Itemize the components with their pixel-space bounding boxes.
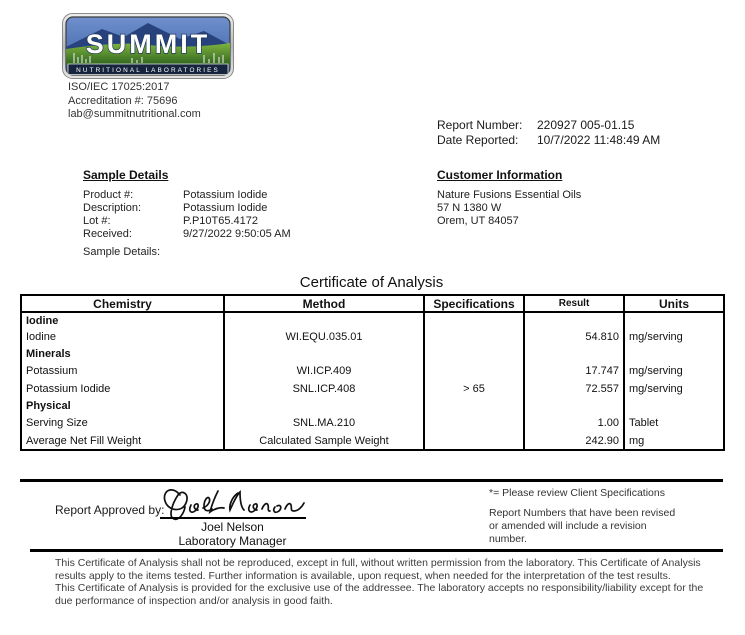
method-code: SNL.MA.210 — [224, 414, 424, 432]
date-reported-label: Date Reported: — [437, 133, 519, 147]
units-value: Tablet — [624, 414, 724, 432]
result-row — [21, 432, 724, 450]
sample-field-row — [83, 215, 383, 228]
specification-value — [424, 432, 524, 450]
result-row — [21, 380, 724, 398]
logo-tagline: NUTRITIONAL LABORATORIES — [76, 67, 220, 74]
units-value: mg/serving — [624, 380, 724, 398]
col-header-result: Result — [524, 295, 624, 312]
customer-address-line2: Orem, UT 84057 — [437, 215, 519, 227]
sample-field-row — [83, 228, 383, 241]
result-row — [21, 362, 724, 380]
result-value: 1.00 — [524, 414, 624, 432]
revision-note: Report Numbers that have been revised or amended will include a revision number. — [489, 507, 676, 545]
result-value: 242.90 — [524, 432, 624, 450]
category-row: Physical — [21, 398, 724, 414]
received-value: 9/27/2022 9:50:05 AM — [183, 228, 291, 240]
analyte-name: Serving Size — [21, 414, 224, 432]
result-row — [21, 328, 724, 346]
certificate-title: Certificate of Analysis — [299, 274, 444, 291]
description-value: Potassium Iodide — [183, 202, 268, 214]
result-row — [21, 414, 724, 432]
lot-number-label: Lot #: — [83, 215, 111, 227]
product-number-value: Potassium Iodide — [183, 189, 268, 201]
customer-info-title: Customer Information — [437, 168, 563, 182]
signature-glyph — [158, 483, 308, 521]
signature-line — [160, 517, 306, 519]
table-header-row — [21, 295, 724, 312]
result-value: 72.557 — [524, 380, 624, 398]
lab-credentials — [68, 81, 201, 122]
logo-brand: SUMMIT — [85, 29, 211, 59]
analyte-name: Potassium — [21, 362, 224, 380]
sample-details-extra-label: Sample Details: — [83, 246, 161, 258]
analyte-name: Potassium Iodide — [21, 380, 224, 398]
specification-value — [424, 328, 524, 346]
sample-field-row — [83, 202, 383, 215]
sample-details-section — [83, 168, 383, 241]
disclaimer-paragraph-2: This Certificate of Analysis is provided for the exclusive use of the addressee. The laboratory accepts no responsibility/liability except for the due performance of inspection and/or analysis in good faith. — [55, 582, 704, 607]
description-label: Description: — [83, 202, 142, 214]
lab-email: lab@summitnutritional.com — [68, 108, 201, 120]
col-header-specifications: Specifications — [424, 295, 524, 312]
divider-line-bottom — [30, 549, 723, 552]
sample-field-row — [83, 189, 383, 202]
summit-logo — [62, 13, 234, 79]
units-value: mg/serving — [624, 362, 724, 380]
sample-details-title: Sample Details — [83, 168, 169, 182]
disclaimer-section — [55, 557, 710, 607]
col-header-method: Method — [224, 295, 424, 312]
analyte-name: Average Net Fill Weight — [21, 432, 224, 450]
method-code: WI.ICP.409 — [224, 362, 424, 380]
specification-value: > 65 — [424, 380, 524, 398]
col-header-chemistry: Chemistry — [21, 295, 224, 312]
customer-name: Nature Fusions Essential Oils — [437, 189, 582, 201]
specification-value — [424, 414, 524, 432]
accreditation-line: Accreditation #: 75696 — [68, 94, 178, 107]
report-number-value: 220927 005-01.15 — [537, 118, 635, 132]
method-code: WI.EQU.035.01 — [224, 328, 424, 346]
signer-title: Laboratory Manager — [178, 534, 287, 548]
disclaimer-paragraph-1: This Certificate of Analysis shall not be reproduced, except in full, without written permission from the laboratory. This Certificate of Analysis results apply to the items tested. Further information is available, upon request, when needed for the interpretation of the test results. — [55, 557, 701, 582]
signer-name: Joel Nelson — [201, 520, 264, 534]
report-approved-by-label: Report Approved by: — [55, 503, 165, 517]
report-info — [437, 118, 660, 148]
iso-line: ISO/IEC 17025:2017 — [68, 81, 170, 93]
units-value: mg — [624, 432, 724, 450]
notes-section — [489, 487, 709, 546]
report-number-label: Report Number: — [437, 118, 523, 132]
signature-image — [158, 483, 308, 521]
category-row: Iodine — [21, 312, 724, 328]
customer-address-line1: 57 N 1380 W — [437, 202, 502, 214]
result-value: 17.747 — [524, 362, 624, 380]
result-value: 54.810 — [524, 328, 624, 346]
analyte-name: Iodine — [21, 328, 224, 346]
client-spec-note: *= Please review Client Specifications — [489, 487, 665, 499]
lot-number-value: P.P10T65.4172 — [183, 215, 259, 227]
specification-value — [424, 362, 524, 380]
summit-logo-graphic — [62, 13, 234, 79]
received-label: Received: — [83, 228, 132, 240]
col-header-units: Units — [624, 295, 724, 312]
divider-line-top — [20, 479, 723, 482]
method-code: Calculated Sample Weight — [224, 432, 424, 450]
customer-info-section — [437, 168, 717, 228]
units-value: mg/serving — [624, 328, 724, 346]
method-code: SNL.ICP.408 — [224, 380, 424, 398]
category-row: Minerals — [21, 346, 724, 362]
product-number-label: Product #: — [83, 189, 134, 201]
signer-block — [150, 520, 315, 548]
date-reported-value: 10/7/2022 11:48:49 AM — [537, 133, 661, 147]
results-table — [20, 294, 725, 451]
